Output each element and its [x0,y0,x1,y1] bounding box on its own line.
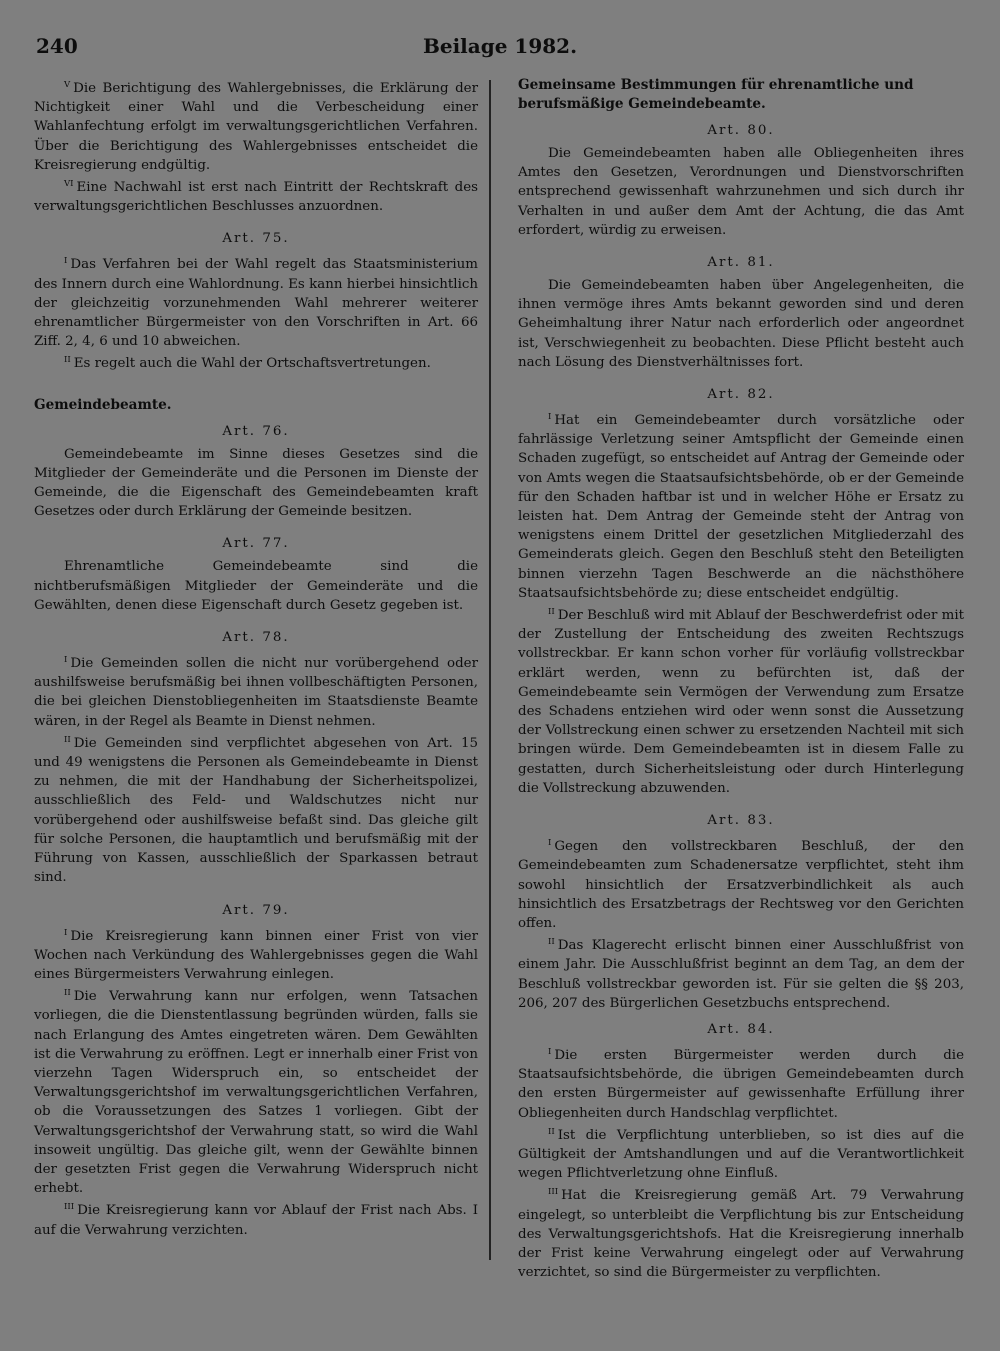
paragraph-text: Die ersten Bürgermeister werden durch die Staatsaufsichtsbehörde, die übrigen Gemeindebeamten durch den ersten Bürgermeister auf gewissenhafte Erfüllung ihrer Obliegenheiten durch Handschlag verpflichtet. [518,1047,964,1121]
article-80-paragraph-1: Die Gemeindebeamten haben alle Obliegenheiten ihres Amtes den Gesetzen, Verordnungen und Dienstvorschriften entsprechend gewissenhaft wahrzunehmen und sich durch ihr Verhalten in und außer dem Amt der Achtung, die das Amt erfordert, würdig zu erweisen. [518,146,964,238]
paragraph-text: Die Kreisregierung kann binnen einer Frist von vier Wochen nach Verkündung des Wahlergebnisses gegen die Wahl eines Bürgermeisters Verwahrung einlegen. [34,928,478,982]
article-77-title: Art. 77. [222,536,290,552]
paragraph-v [34,76,478,175]
paragraph-number: VI [64,179,74,190]
paragraph-number: I [64,256,68,267]
paragraph-text: Das Verfahren bei der Wahl regelt das Staatsministerium des Innern durch eine Wahlordnung. Es kann hierbei hinsichtlich der gleichzeitig vorzunehmenden Wahl mehrerer weiterer ehrenamtlicher Bürgermeister von den Vorschriften in Art. 66 Ziff. 2, 4, 6 und 10 abweichen. [34,257,478,350]
article-82-paragraph-1 [518,408,964,603]
paragraph-text: Die Gemeinden sind verpflichtet abgesehen von Art. 15 und 49 wenigstens die Personen als Gemeindebeamte in Dienst zu nehmen, die mit der Handhabung der Sicherheitspolizei, ausschließlich des Feld- und Waldschutzes nicht nur vorübergehend oder aushilfsweise befaßt sind. Das gleiche gilt für solche Personen, die hauptamtlich und berufsmäßig mit der Führung von Kassen, ausschließlich der Sparkassen betraut sind. [34,735,478,886]
paragraph-number: II [548,1126,555,1137]
page-header [36,34,964,64]
column-divider [489,80,491,1260]
paragraph-number: I [548,412,552,423]
paragraph-number: III [548,1187,559,1198]
article-76-paragraph-1: Gemeindebeamte im Sinne dieses Gesetzes sind die Mitglieder der Gemeinderäte und die Personen im Dienste der Gemeinde, die die Eigenschaft des Gemeindebeamten kraft Gesetzes oder durch Erklärung der Gemeinde besitzen. [34,446,478,520]
article-75-title: Art. 75. [222,231,290,247]
paragraph-number: II [548,607,555,618]
paragraph-text: Die Gemeinden sollen die nicht nur vorübergehend oder aushilfsweise berufsmäßig bei ihnen vollbeschäftigten Personen, die bei gleichen Dienstobliegenheiten im Staatsdienste Beamte wären, in der Regel als Beamte in Dienst nehmen. [34,656,478,729]
paragraph-number: II [548,937,555,948]
article-78-paragraph-1 [34,651,478,731]
article-75-paragraph-2 [34,351,478,373]
paragraph-number: I [548,838,552,849]
paragraph-text: Das Klagerecht erlischt binnen einer Ausschlußfrist von einem Jahr. Die Ausschlußfrist beginnt an dem Tag, an dem der Beschluß vollstreckbar geworden ist. Für sie gelten die §§ 203, 206, 207 des Bürgerlichen Gesetzbuchs entsprechend. [518,938,964,1011]
paragraph-text: Hat ein Gemeindebeamter durch vorsätzliche oder fahrlässige Verletzung seiner Amtspflicht der Gemeinde einen Schaden zugefügt, so entscheidet auf Antrag der Gemeinde oder von Amts wegen die Staatsaufsichtsbehörde, ob er der Gemeinde für den Schaden haftbar ist und in welcher Höhe er Ersatz zu leisten hat. Dem Antrag der Gemeinde steht der Antrag von wenigstens einem Drittel der gesetzlichen Mitgliederzahl des Gemeinderats gleich. Gegen den Beschluß steht den Beteiligten binnen vierzehn Tagen Beschwerde an die nächsthöhere Staatsaufsichtsbehörde zu; diese entscheidet endgültig. [518,413,964,601]
article-83-paragraph-1 [518,834,964,933]
paragraph-text: Die Kreisregierung kann vor Ablauf der Frist nach Abs. I auf die Verwahrung verzichten. [34,1203,478,1238]
article-83-title: Art. 83. [707,813,775,829]
article-83-paragraph-2 [518,933,964,1013]
article-79-paragraph-2 [34,984,478,1198]
article-78-paragraph-2 [34,731,478,888]
article-84-paragraph-3 [518,1183,964,1282]
paragraph-text: Die Verwahrung kann nur erfolgen, wenn Tatsachen vorliegen, die die Dienstentlassung begründen würden, falls sie nach Erlangung des Amtes eingetreten wären. Dem Gewählten ist die Verwahrung zu eröffnen. Legt er innerhalb einer Frist von vierzehn Tagen Widerspruch ein, so entscheidet der Verwaltungsgerichtshof im verwaltungsgerichtlichen Verfahren, ob die Voraussetzungen des Satzes 1 vorliegen. Gibt der Verwaltungsgerichtshof der Verwahrung statt, so wird die Wahl insoweit ungültig. Das gleiche gilt, wenn der Gewählte binnen der gesetzten Frist gegen die Verwahrung Widerspruch nicht erhebt. [34,989,478,1197]
article-79-title: Art. 79. [222,902,290,918]
article-81-paragraph-1: Die Gemeindebeamten haben über Angelegenheiten, die ihnen vermöge ihres Amts bekannt geworden sind und deren Geheimhaltung ihrer Natur nach erforderlich oder angeordnet ist, Verschwiegenheit zu beobachten. Diese Pflicht besteht auch nach Lösung des Dienstverhältnisses fort. [518,278,964,370]
paragraph-number: V [64,80,71,90]
section-heading-gemeindebeamte: Gemeindebeamte. [34,396,172,413]
running-title: Beilage 1982. [422,34,578,58]
right-column [518,76,964,1282]
article-78-title: Art. 78. [222,630,290,646]
paragraph-vi [34,175,478,216]
paragraph-text: Hat die Kreisregierung gemäß Art. 79 Verwahrung eingelegt, so unterbleibt die Verpflichtung bis zur Entscheidung des Verwaltungsgerichtshofs. Hat die Kreisregierung innerhalb der Frist keine Verwahrung eingelegt oder auf Verwahrung verzichtet, so sind die Bürgermeister zu verpflichten. [518,1188,964,1281]
article-84-paragraph-2 [518,1123,964,1184]
paragraph-number: II [64,988,71,999]
paragraph-number: I [64,927,68,938]
paragraph-number: II [64,355,71,366]
left-column [34,76,478,1240]
paragraph-text: Eine Nachwahl ist erst nach Eintritt der Rechtskraft des verwaltungsgerichtlichen Beschlusses anzuordnen. [34,180,478,215]
article-84-title: Art. 84. [707,1021,775,1037]
section-heading-gemeinsame-bestimmungen: Gemeinsame Bestimmungen für ehrenamtliche und berufsmäßige Gemeindebeamte. [518,77,914,112]
article-79-paragraph-1 [34,924,478,985]
article-82-paragraph-2 [518,603,964,798]
paragraph-number: III [64,1202,75,1213]
page-number: 240 [36,34,78,58]
article-79-paragraph-3 [34,1198,478,1239]
article-77-paragraph-1: Ehrenamtliche Gemeindebeamte sind die nichtberufsmäßigen Mitglieder der Gemeinderäte und die Gewählten, denen diese Eigenschaft durch Gesetz gegeben ist. [34,559,478,613]
paragraph-text: Ist die Verpflichtung unterblieben, so ist dies auf die Gültigkeit der Amtshandlungen und auf die Verantwortlichkeit wegen Pflichtverletzung ohne Einfluß. [518,1127,964,1182]
paragraph-text: Die Berichtigung des Wahlergebnisses, die Erklärung der Nichtigkeit einer Wahl und die Verbescheidung einer Wahlanfechtung erfolgt im verwaltungsgerichtlichen Verfahren. Über die Berichtigung des Wahlergebnisses entscheidet die Kreisregierung endgültig. [34,81,478,173]
paragraph-number: II [64,734,71,745]
article-75-paragraph-1 [34,252,478,351]
article-82-title: Art. 82. [707,387,775,403]
paragraph-text: Gegen den vollstreckbaren Beschluß, der den Gemeindebeamten zum Schadenersatze verpflichtet, steht ihm sowohl hinsichtlich der Ersatzverbindlichkeit als auch hinsichtlich des Ersatzbetrags der Rechtsweg vor den Gerichten offen. [518,839,964,931]
paragraph-text: Der Beschluß wird mit Ablauf der Beschwerdefrist oder mit der Zustellung der Entscheidung des zweiten Rechtszugs vollstreckbar. Er kann schon vorher für vorläufig vollstreckbar erklärt werden, wenn zu befürchten ist, daß der Gemeindebeamte sein Vermögen der Verwendung zum Ersatze des Schadens entziehen wird oder wenn sonst die Aussetzung der Vollstreckung einen schwer zu ersetzenden Nachteil mit sich bringen würde. Dem Gemeindebeamten ist in diesem Falle zu gestatten, durch Sicherheitsleistung oder durch Hinterlegung die Vollstreckung abzuwenden. [518,608,964,796]
article-84-paragraph-1 [518,1043,964,1123]
paragraph-number: I [548,1046,552,1057]
paragraph-text: Es regelt auch die Wahl der Ortschaftsvertretungen. [73,356,431,372]
section-gap [34,374,478,396]
article-81-title: Art. 81. [707,255,775,271]
article-76-title: Art. 76. [222,423,290,439]
article-80-title: Art. 80. [707,123,775,138]
paragraph-number: I [64,655,68,666]
